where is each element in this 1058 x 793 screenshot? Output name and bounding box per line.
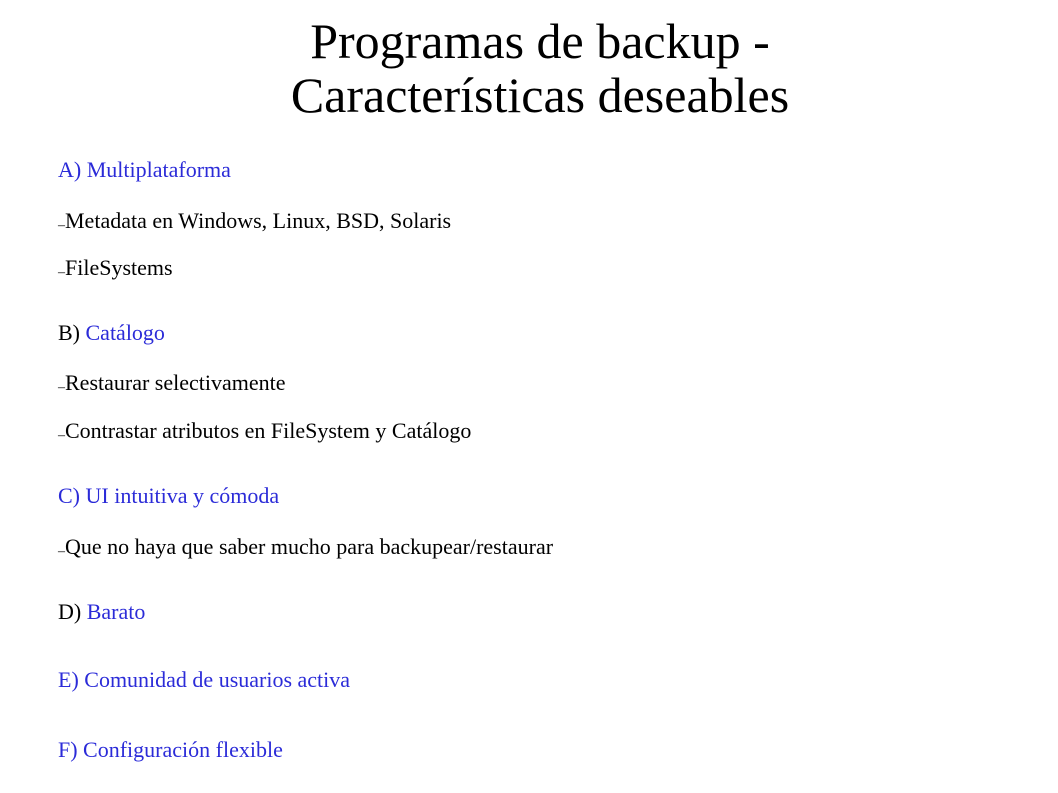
section-e-heading: E) Comunidad de usuarios activa	[58, 667, 351, 692]
section-a-heading: A) Multiplataforma	[58, 157, 231, 182]
section-a-item-1-text: Metadata en Windows, Linux, BSD, Solaris	[65, 208, 452, 233]
section-b-heading-line	[58, 320, 165, 346]
section-b-item-2-text: Contrastar atributos en FileSystem y Catálogo	[65, 418, 472, 443]
section-a-item-2	[58, 255, 173, 286]
section-d-heading: Barato	[86, 599, 146, 624]
bullet-dash: –	[58, 544, 65, 559]
slide-title-line-1: Programas de backup -	[310, 13, 770, 69]
slide-title-line-2: Características deseables	[290, 67, 790, 123]
section-c-item-1	[58, 534, 553, 565]
section-b-item-2	[58, 418, 471, 449]
section-b-prefix: B)	[58, 320, 86, 345]
section-f-heading: F) Configuración flexible	[58, 737, 283, 762]
section-a-item-1	[58, 208, 451, 239]
bullet-dash: –	[58, 428, 65, 443]
section-b-heading: Catálogo	[85, 320, 165, 345]
bullet-dash: –	[58, 380, 65, 395]
section-d-prefix: D)	[58, 599, 87, 624]
bullet-dash: –	[58, 218, 65, 233]
section-c-heading: C) UI intuitiva y cómoda	[58, 483, 280, 508]
slide-title	[0, 14, 1058, 122]
section-b-item-1	[58, 370, 286, 401]
bullet-dash: –	[58, 265, 65, 280]
section-d-heading-line	[58, 599, 145, 625]
section-a-item-2-text: FileSystems	[65, 255, 173, 280]
section-c-item-1-text: Que no haya que saber mucho para backupear/restaurar	[65, 534, 554, 559]
section-b-item-1-text: Restaurar selectivamente	[65, 370, 286, 395]
